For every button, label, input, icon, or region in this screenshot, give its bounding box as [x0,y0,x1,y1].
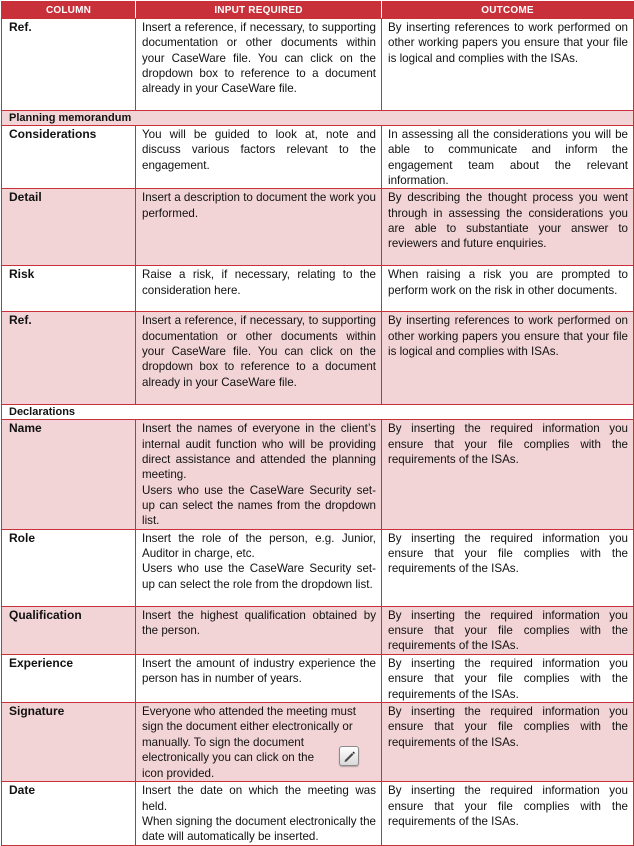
row-input: Insert a reference, if necessary, to supporting documentation or other documents within your CaseWare file. You can click on the dropdown box to reference to a document already in your CaseWare file. [136,312,382,405]
row-input-text: Insert the role of the person, e.g. Junior, Auditor in charge, etc. [142,531,376,561]
row-name: Ref. [2,312,136,405]
column-header: COLUMN [2,2,136,19]
row-input-line: sign the document either electronically or [142,720,353,734]
row-outcome: By inserting the required information you ensure that your file complies with the requirements of the ISAs. [382,606,634,654]
table-row [2,654,634,702]
row-name: Signature [2,702,136,781]
table-row [2,606,634,654]
row-name: Qualification [2,606,136,654]
section-title: Planning memorandum [2,111,634,126]
row-input-note: Users who use the CaseWare Security set-up can select the names from the dropdown list. [142,483,376,528]
row-input-line: manually. To sign the document [142,735,304,749]
row-input: Insert a reference, if necessary, to supporting documentation or other documents within your CaseWare file. You can click on the dropdown box to reference to a document already in your CaseWare file. [136,19,382,111]
row-input: Raise a risk, if necessary, relating to the consideration here. [136,266,382,312]
row-input: Insert the amount of industry experience the person has in number of years. [136,654,382,702]
row-name: Detail [2,189,136,266]
table-row [2,19,634,111]
row-outcome: By inserting the required information you ensure that your file complies with the requirements of the ISAs. [382,529,634,606]
table-row [2,702,634,781]
row-input-note: When signing the document electronically the date will automatically be inserted. [142,814,376,844]
row-outcome: When raising a risk you are prompted to perform work on the risk in other documents. [382,266,634,312]
row-input: Insert the highest qualification obtained by the person. [136,606,382,654]
section-row [2,111,634,126]
row-outcome: In assessing all the considerations you will be able to communicate and inform the engagement team about the relevant information. [382,126,634,189]
table-row [2,312,634,405]
outcome-header: OUTCOME [382,2,634,19]
row-outcome: By describing the thought process you went through in assessing the considerations you are able to substantiate your answer to reviewers and future enquiries. [382,189,634,266]
row-outcome: By inserting the required information you ensure that your file complies with the requirements of the ISAs. [382,702,634,781]
row-input-line-text: electronically you can click on the [142,750,315,764]
row-input [136,702,382,781]
row-name: Considerations [2,126,136,189]
row-input [136,529,382,606]
input-required-header: INPUT REQUIRED [136,2,382,19]
pen-icon[interactable] [339,746,359,766]
row-input-note: Users who use the CaseWare Security set-up can select the role from the dropdown list. [142,562,376,591]
table-row [2,126,634,189]
section-row [2,405,634,420]
header-row [2,2,634,19]
row-input-line: icon provided. [142,766,215,780]
guidance-table [1,1,634,846]
row-input-line [142,750,376,766]
table-row [2,189,634,266]
row-input: Insert a description to document the work you performed. [136,189,382,266]
row-input-text: Insert the names of everyone in the client’s internal audit function who will be providing direct assistance and attended the planning meeting. [142,422,376,482]
row-outcome: By inserting references to work performed on other working papers you ensure that your file is logical and complies with ISAs. [382,312,634,405]
row-outcome: By inserting the required information you ensure that your file complies with the requirements of the ISAs. [382,654,634,702]
row-input: You will be guided to look at, note and discuss various factors relevant to the engagement. [136,126,382,189]
row-name: Experience [2,654,136,702]
row-name: Name [2,420,136,529]
table-row [2,266,634,312]
section-title: Declarations [2,405,634,420]
row-name: Role [2,529,136,606]
row-name: Ref. [2,19,136,111]
table-row [2,420,634,529]
row-outcome: By inserting the required information you ensure that your file complies with the requirements of the ISAs. [382,420,634,529]
row-input-line: Everyone who attended the meeting must [142,704,356,718]
row-name: Risk [2,266,136,312]
row-name: Date [2,782,136,845]
row-input [136,782,382,845]
row-outcome: By inserting references to work performed on other working papers you ensure that your file is logical and complies with the ISAs. [382,19,634,111]
table-row [2,529,634,606]
row-input [136,420,382,529]
table-row [2,782,634,845]
row-input-text: Insert the date on which the meeting was held. [142,784,376,813]
row-outcome: By inserting the required information you ensure that your file complies with the requirements of the ISAs. [382,782,634,845]
